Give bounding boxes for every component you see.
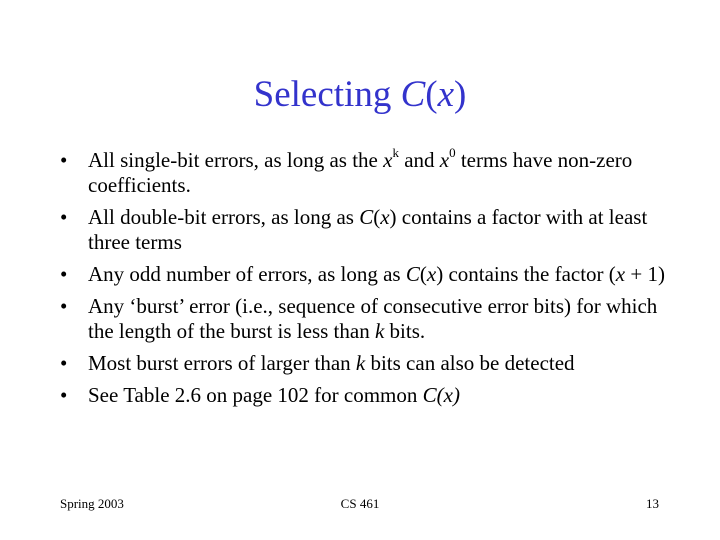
bullet-icon: •	[60, 383, 68, 407]
title-text: Selecting	[253, 74, 401, 115]
bullet-item-4: • Any ‘burst’ error (i.e., sequence of consecutive error bits) for which the length of the burst is less than k bits.	[60, 294, 658, 343]
slide-title	[0, 73, 720, 117]
title-var: x	[437, 74, 455, 115]
bullet-icon: •	[60, 262, 68, 286]
bullet-item-2: • All double-bit errors, as long as C(x) contains a factor with at least three terms	[60, 205, 648, 254]
title-paren-close: )	[454, 74, 467, 115]
footer-date: Spring 2003	[60, 496, 124, 511]
title-paren-open: (	[425, 74, 438, 115]
bullet-item-1: • All single-bit errors, as long as the $x^k$ and $x^0$ terms have non-zero coefficients.	[60, 145, 633, 197]
bullet-icon: •	[60, 148, 68, 172]
footer-course: CS 461	[340, 496, 380, 511]
bullet-item-6: • See Table 2.6 on page 102 for common C(x)	[60, 383, 460, 407]
bullet-list	[60, 145, 680, 415]
footer-page-number: 13	[646, 496, 659, 511]
bullet-item-3: • Any odd number of errors, as long as C(x) contains the factor (x + 1)	[60, 262, 665, 286]
title-func: C	[400, 74, 426, 115]
bullet-icon: •	[60, 294, 68, 318]
bullet-icon: •	[60, 351, 68, 375]
bullet-icon: •	[60, 205, 68, 229]
bullet-item-5: • Most burst errors of larger than k bits can also be detected	[60, 351, 575, 375]
